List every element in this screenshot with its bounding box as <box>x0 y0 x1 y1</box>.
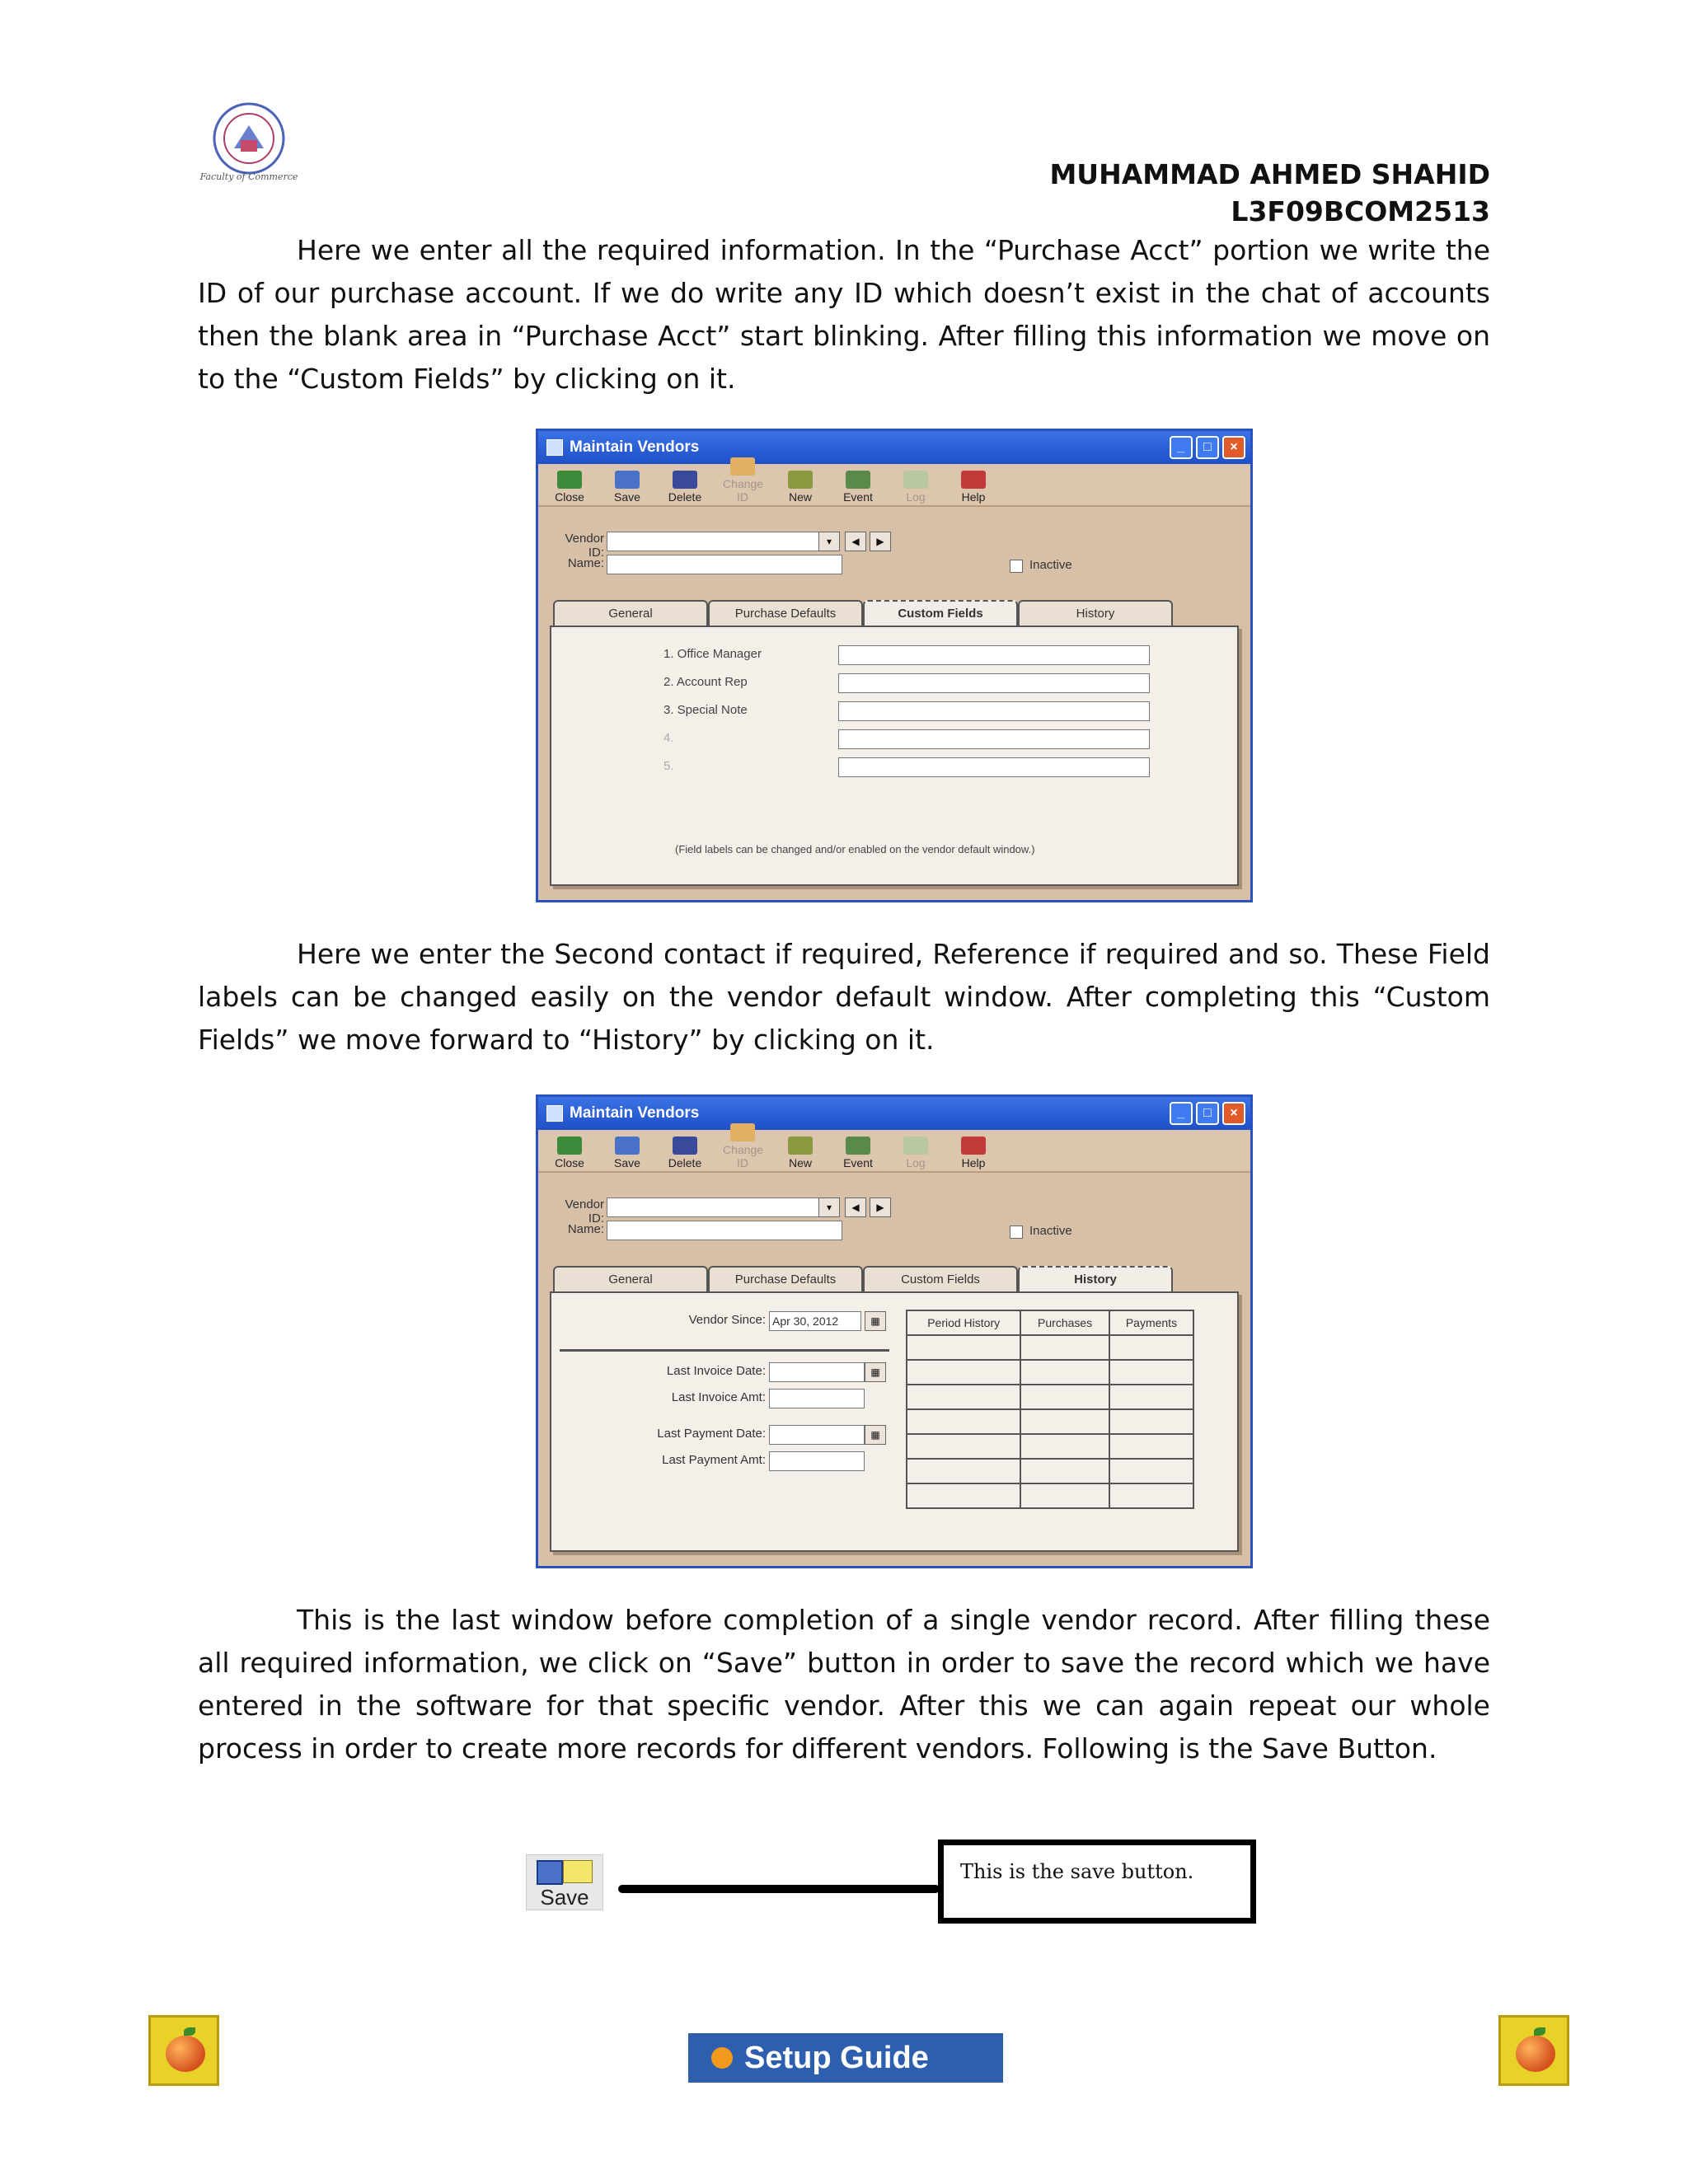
custom-fields-note: (Field labels can be changed and/or enabled on the vendor default window.) <box>675 843 1035 855</box>
log-tool-button[interactable]: Log <box>896 1137 935 1171</box>
callout-connector-line <box>618 1885 940 1893</box>
event-icon <box>846 1137 870 1155</box>
name-label: Name: <box>567 1222 604 1236</box>
window-app-icon <box>546 1105 563 1122</box>
tab-history[interactable]: History <box>1018 600 1173 626</box>
toolbar <box>538 1130 1250 1173</box>
window-app-icon <box>546 439 563 456</box>
paragraph-2-text: Here we enter the Second contact if required, Reference if required and so. These Field labels can be changed easily on the vendor default window. After completing this “Custom Fields” we move forward to “History” by clicking on it. <box>198 938 1490 1056</box>
next-vendor-button[interactable]: ▶ <box>870 1197 891 1217</box>
vendor-lookup-button[interactable]: ▾ <box>818 1197 840 1217</box>
last-payment-amt-input[interactable] <box>769 1451 865 1471</box>
vendor-id-label: Vendor ID: <box>565 1197 604 1226</box>
minimize-button[interactable]: _ <box>1170 436 1193 459</box>
help-book-icon <box>961 471 986 489</box>
callout-text: This is the save button. <box>960 1860 1194 1883</box>
previous-vendor-button[interactable]: ◀ <box>845 532 866 551</box>
next-vendor-button[interactable]: ▶ <box>870 532 891 551</box>
paragraph-1 <box>198 229 1490 401</box>
vendor-id-input[interactable] <box>607 532 821 551</box>
trash-icon <box>673 1137 697 1155</box>
last-payment-date-label: Last Payment Date: <box>657 1427 766 1441</box>
table-row[interactable] <box>907 1335 1193 1360</box>
tab-custom-fields[interactable]: Custom Fields <box>863 1266 1018 1292</box>
event-icon <box>846 471 870 489</box>
log-icon <box>903 471 928 489</box>
close-door-icon <box>557 1137 582 1155</box>
calendar-icon[interactable]: ▦ <box>865 1425 886 1445</box>
logo-caption: Faculty of Commerce <box>199 171 298 182</box>
last-payment-amt-label: Last Payment Amt: <box>662 1453 766 1467</box>
save-disk-icon <box>615 471 640 489</box>
paragraph-2 <box>198 933 1490 1062</box>
last-payment-date-input[interactable] <box>769 1425 865 1445</box>
save-tool-button[interactable]: Save <box>607 1137 647 1171</box>
custom-field-input[interactable] <box>838 757 1150 777</box>
maximize-button[interactable]: □ <box>1196 1102 1219 1125</box>
close-tool-button[interactable]: Close <box>550 1137 589 1171</box>
table-row[interactable] <box>907 1434 1193 1459</box>
save-notes-icon <box>563 1860 593 1883</box>
window-title: Maintain Vendors <box>570 438 700 456</box>
custom-field-label: 2. Account Rep <box>663 675 748 689</box>
change-id-tool-button[interactable]: Change ID <box>723 457 762 505</box>
author-name: MUHAMMAD AHMED SHAHID <box>1049 158 1490 190</box>
tab-purchase-defaults[interactable]: Purchase Defaults <box>708 600 863 626</box>
vendor-lookup-button[interactable]: ▾ <box>818 532 840 551</box>
last-invoice-date-input[interactable] <box>769 1362 865 1382</box>
key-icon <box>730 457 755 476</box>
delete-tool-button[interactable]: Delete <box>665 471 705 505</box>
save-label: Save <box>540 1885 589 1910</box>
faculty-logo <box>199 97 298 186</box>
tab-custom-fields[interactable]: Custom Fields <box>863 600 1018 626</box>
table-row[interactable] <box>907 1459 1193 1483</box>
vendor-id-label: Vendor ID: <box>565 532 604 560</box>
help-book-icon <box>961 1137 986 1155</box>
name-label: Name: <box>567 556 604 570</box>
last-invoice-amt-input[interactable] <box>769 1389 865 1408</box>
table-row[interactable] <box>907 1409 1193 1434</box>
key-icon <box>730 1123 755 1141</box>
inactive-label: Inactive <box>1029 1224 1072 1238</box>
new-tool-button[interactable]: New <box>781 471 820 505</box>
tab-history[interactable]: History <box>1018 1266 1173 1292</box>
save-tool-button[interactable]: Save <box>607 471 647 505</box>
maintain-vendors-window-history <box>536 1094 1253 1568</box>
column-header: Period History <box>907 1310 1020 1335</box>
calendar-icon[interactable]: ▦ <box>865 1311 886 1331</box>
log-tool-button[interactable]: Log <box>896 471 935 505</box>
inactive-checkbox[interactable] <box>1010 560 1023 573</box>
last-invoice-date-label: Last Invoice Date: <box>666 1364 766 1378</box>
log-icon <box>903 1137 928 1155</box>
column-header: Purchases <box>1020 1310 1109 1335</box>
custom-field-input[interactable] <box>838 673 1150 693</box>
help-tool-button[interactable]: Help <box>954 471 993 505</box>
inactive-checkbox[interactable] <box>1010 1226 1023 1239</box>
table-row[interactable] <box>907 1385 1193 1409</box>
inactive-label: Inactive <box>1029 558 1072 572</box>
event-tool-button[interactable]: Event <box>838 1137 878 1171</box>
previous-vendor-button[interactable]: ◀ <box>845 1197 866 1217</box>
paragraph-3 <box>198 1599 1490 1770</box>
close-window-button[interactable]: × <box>1222 436 1245 459</box>
custom-field-label: 1. Office Manager <box>663 647 762 661</box>
help-tool-button[interactable]: Help <box>954 1137 993 1171</box>
event-tool-button[interactable]: Event <box>838 471 878 505</box>
callout-box <box>938 1840 1256 1924</box>
vendor-since-input[interactable]: Apr 30, 2012 <box>769 1311 861 1331</box>
fruit-logo-right-icon <box>1498 2015 1569 2086</box>
vendor-since-label: Vendor Since: <box>688 1313 766 1327</box>
new-icon <box>788 1137 813 1155</box>
custom-field-input[interactable] <box>838 645 1150 665</box>
last-invoice-amt-label: Last Invoice Amt: <box>671 1390 766 1404</box>
name-input[interactable] <box>607 1221 842 1240</box>
name-input[interactable] <box>607 555 842 574</box>
table-row[interactable] <box>907 1483 1193 1508</box>
tab-general[interactable]: General <box>553 1266 708 1292</box>
table-row[interactable] <box>907 1360 1193 1385</box>
new-tool-button[interactable]: New <box>781 1137 820 1171</box>
paragraph-3-text: This is the last window before completion of a single vendor record. After filling these all required information, we click on “Save” button in order to save the record which we have entered in the software for that specific vendor. After this we can again repeat our whole process in order to create more records for different vendors. Following is the Save Button. <box>198 1604 1490 1765</box>
save-disk-icon <box>537 1860 563 1885</box>
history-table <box>906 1310 1194 1509</box>
maintain-vendors-window-custom-fields <box>536 429 1253 902</box>
fruit-logo-left-icon <box>148 2015 219 2086</box>
close-tool-button[interactable]: Close <box>550 471 589 505</box>
minimize-button[interactable]: _ <box>1170 1102 1193 1125</box>
delete-tool-button[interactable]: Delete <box>665 1137 705 1171</box>
paragraph-1-text: Here we enter all the required information. In the “Purchase Acct” portion we write the ID of our purchase account. If we do write any ID which doesn’t exist in the chat of accounts then the blank area in “Purchase Acct” start blinking. After filling this information we move on to the “Custom Fields” by clicking on it. <box>198 234 1490 395</box>
save-button-illustration[interactable] <box>526 1854 603 1910</box>
divider <box>560 1349 889 1352</box>
close-door-icon <box>557 471 582 489</box>
history-panel <box>550 1291 1239 1552</box>
window-title: Maintain Vendors <box>570 1104 700 1122</box>
save-disk-icon <box>615 1137 640 1155</box>
vendor-id-input[interactable] <box>607 1197 821 1217</box>
change-id-tool-button[interactable]: Change ID <box>723 1123 762 1171</box>
trash-icon <box>673 471 697 489</box>
new-icon <box>788 471 813 489</box>
custom-field-label: 4. <box>663 731 674 745</box>
custom-field-label: 3. Special Note <box>663 703 748 717</box>
custom-field-input[interactable] <box>838 729 1150 749</box>
tab-purchase-defaults[interactable]: Purchase Defaults <box>708 1266 863 1292</box>
window-titlebar <box>538 1097 1250 1130</box>
close-window-button[interactable]: × <box>1222 1102 1245 1125</box>
custom-fields-panel <box>550 626 1239 886</box>
table-header-row <box>907 1310 1193 1335</box>
student-id: L3F09BCOM2513 <box>1231 195 1490 227</box>
calendar-icon[interactable]: ▦ <box>865 1362 886 1382</box>
custom-field-label: 5. <box>663 759 674 773</box>
window-titlebar <box>538 431 1250 464</box>
column-header: Payments <box>1109 1310 1193 1335</box>
custom-field-input[interactable] <box>838 701 1150 721</box>
setup-guide-label: Setup Guide <box>744 2040 929 2075</box>
tab-general[interactable]: General <box>553 600 708 626</box>
maximize-button[interactable]: □ <box>1196 436 1219 459</box>
setup-guide-banner[interactable] <box>688 2033 1003 2083</box>
bullet-dot-icon <box>711 2047 733 2069</box>
toolbar <box>538 464 1250 507</box>
